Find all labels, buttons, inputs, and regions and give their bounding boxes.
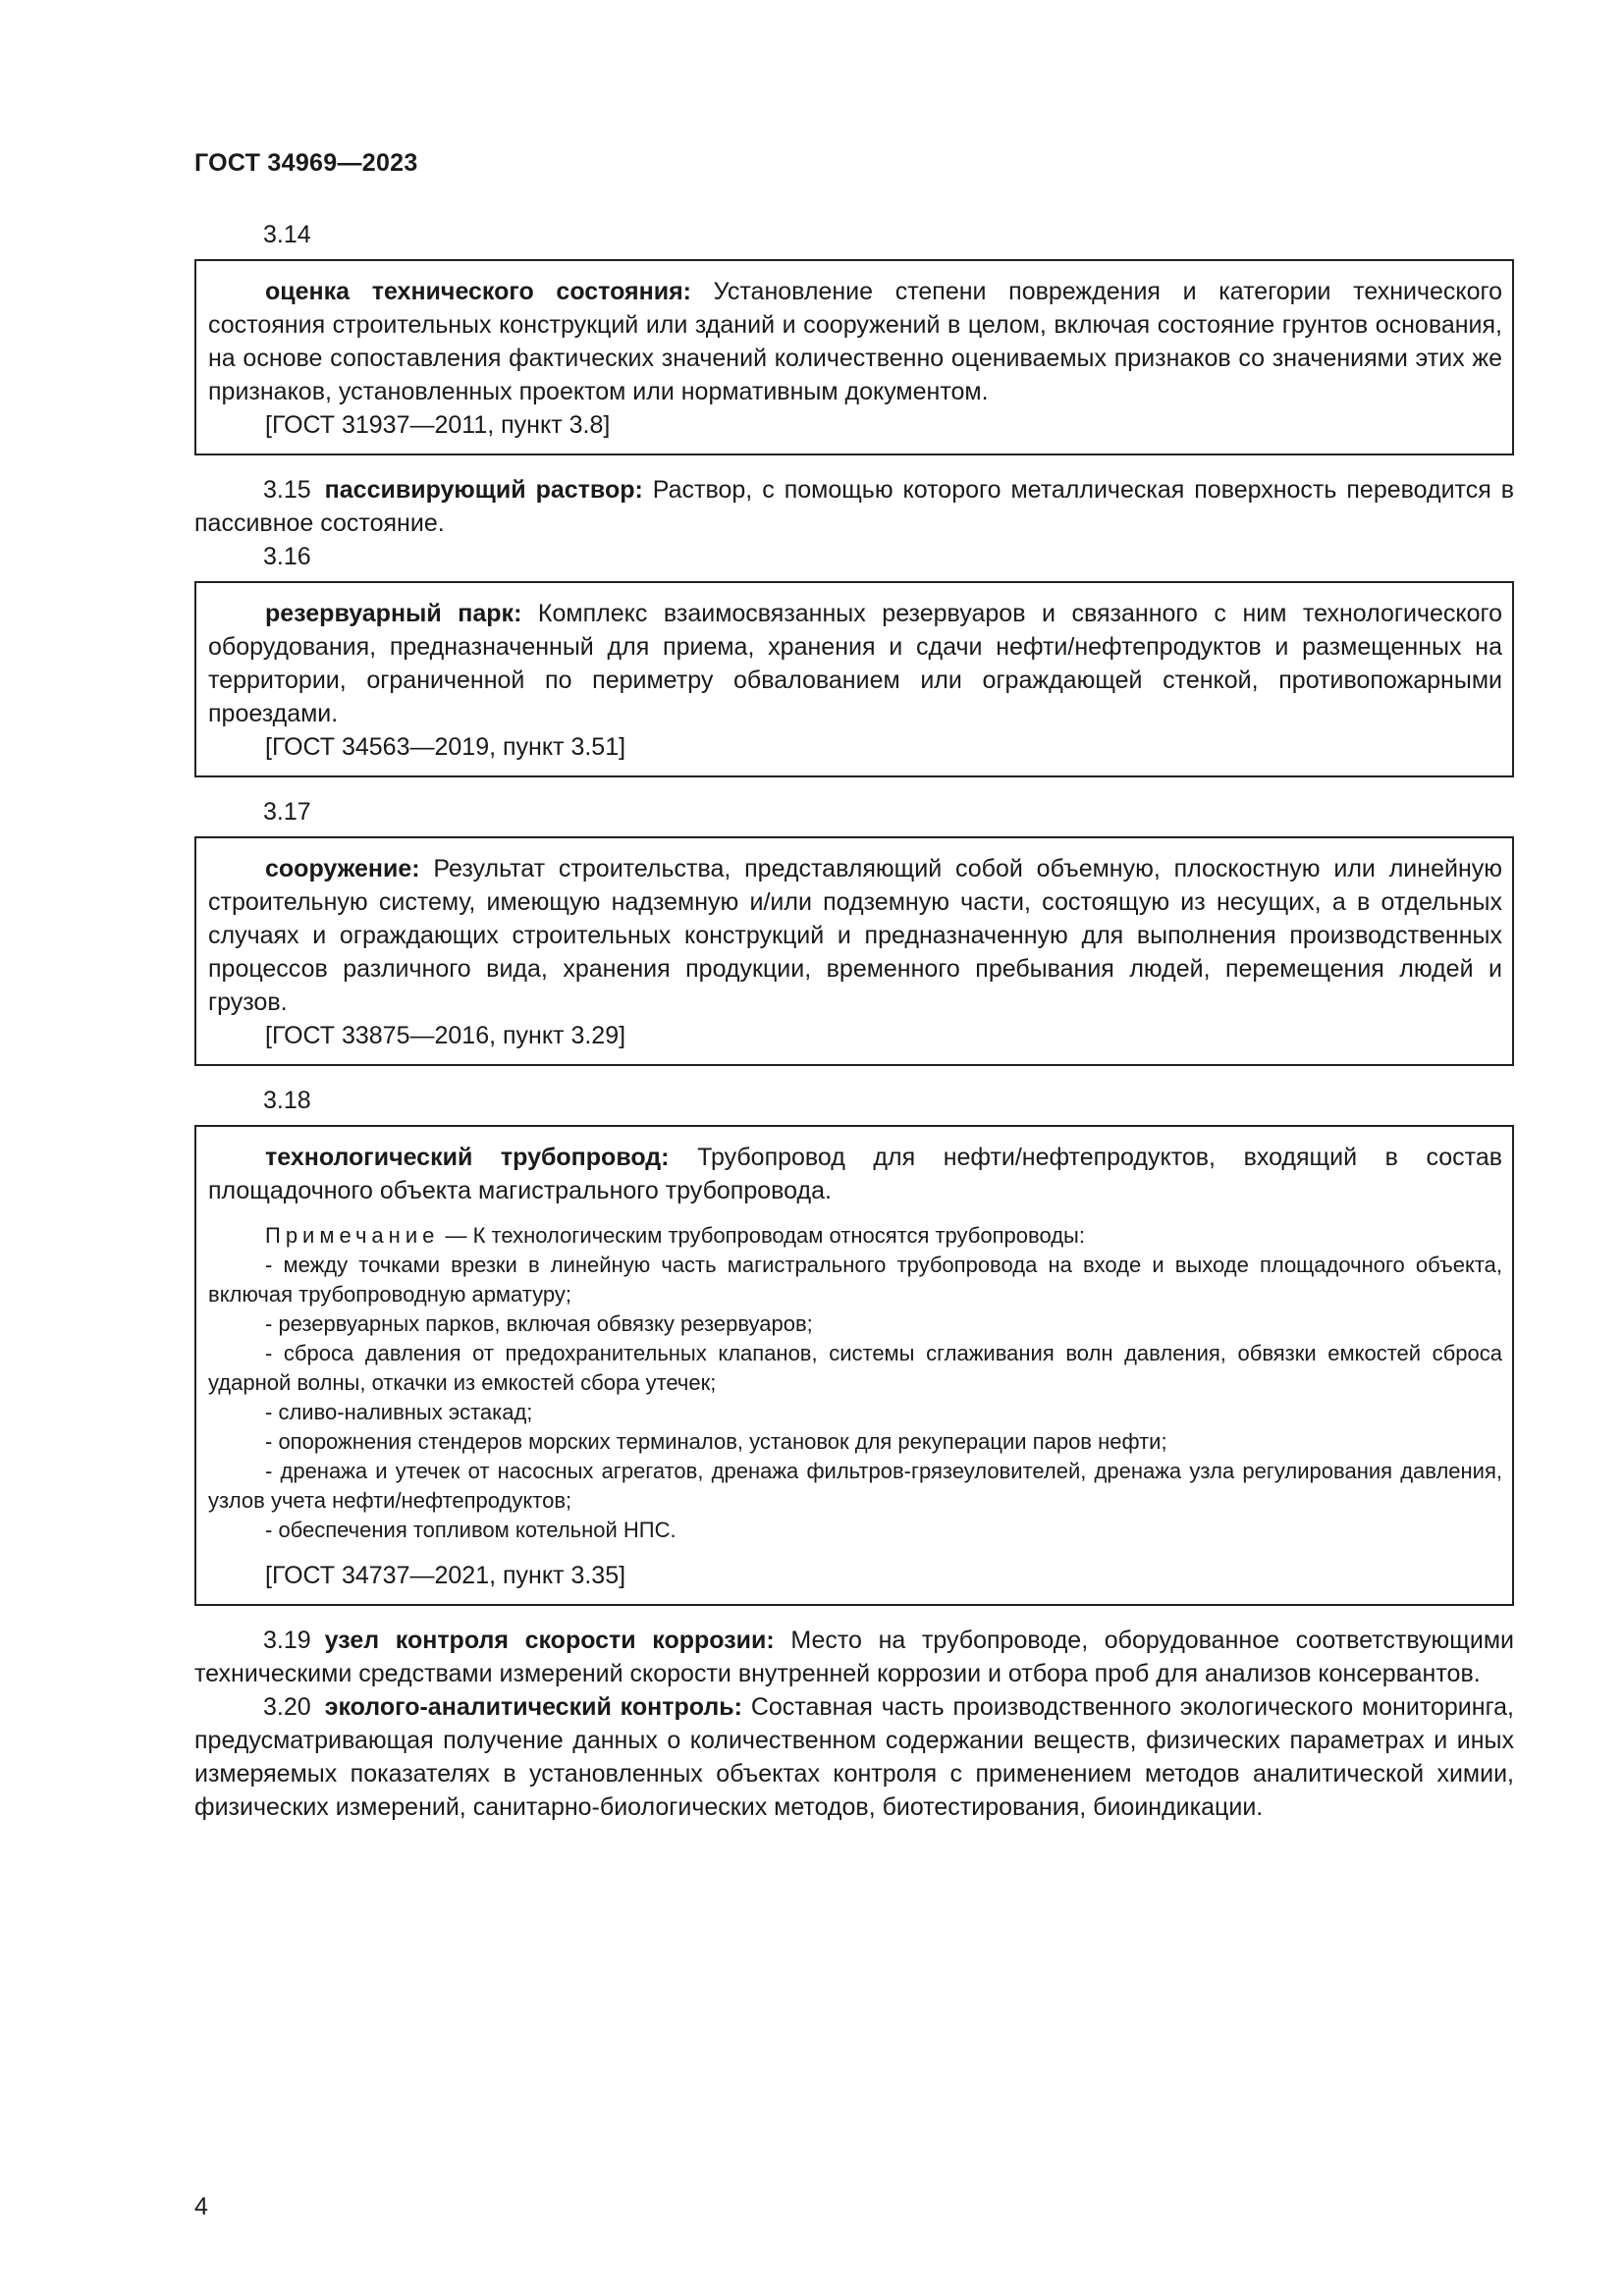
note-list-item: - между точками врезки в линейную часть магистрального трубопровода на входе и выходе площадочного объекта, включая трубопроводную арматуру; bbox=[208, 1253, 1502, 1307]
note-list-item: - дренажа и утечек от насосных агрегатов, дренажа фильтров-грязеуловителей, дренажа узла регулирования давления, узлов учета нефти/нефтепродуктов; bbox=[208, 1459, 1502, 1513]
term-box-3-16 bbox=[194, 581, 1514, 777]
term-name: пассивирующий раствор: bbox=[324, 476, 643, 504]
term-name: технологический трубопровод: bbox=[265, 1144, 670, 1171]
definition-text: Результат строительства, представляющий собой объемную, плоскостную или линейную строительную систему, имеющую надземную и/или подземную части, состоящую из несущих, а в отдельных случаях и ограждающих строительных конструкций и предназначенную для выполнения производственных процессов различного вида, хранения продукции, временного пребывания людей, перемещения людей и грузов. bbox=[208, 855, 1502, 1016]
term-paragraph-3-19 bbox=[194, 1624, 1514, 1690]
definition-text: Трубопровод для нефти/нефтепродуктов, входящий в состав площадочного объекта магистрального трубопровода. bbox=[208, 1144, 1503, 1204]
note-list-item: - сливо-наливных эстакад; bbox=[265, 1400, 533, 1424]
term-definition bbox=[208, 1141, 1502, 1207]
note-list-item: - резервуарных парков, включая обвязку резервуаров; bbox=[265, 1311, 813, 1336]
term-definition bbox=[208, 597, 1502, 730]
definition-text: Место на трубопроводе, оборудованное соответствующими техническими средствами измерений скорости внутренней коррозии и отбора проб для анализов консервантов. bbox=[194, 1627, 1514, 1687]
source-reference: [ГОСТ 31937—2011, пункт 3.8] bbox=[265, 411, 611, 439]
term-name: оценка технического состояния: bbox=[265, 278, 691, 305]
term-number: 3.20 bbox=[263, 1693, 311, 1721]
term-box-3-17 bbox=[194, 836, 1514, 1066]
term-definition bbox=[208, 852, 1502, 1019]
term-number: 3.17 bbox=[263, 798, 311, 826]
term-box-3-14 bbox=[194, 259, 1514, 455]
term-number: 3.16 bbox=[263, 543, 311, 570]
note-heading: Примечание bbox=[265, 1223, 440, 1248]
term-number: 3.14 bbox=[263, 221, 311, 248]
term-number: 3.15 bbox=[263, 476, 311, 504]
note-intro-text: — К технологическим трубопроводам относятся трубопроводы: bbox=[439, 1223, 1085, 1248]
page-number: 4 bbox=[194, 2193, 208, 2220]
term-box-3-18 bbox=[194, 1125, 1514, 1606]
term-name: сооружение: bbox=[265, 855, 420, 882]
definition-text: Установление степени повреждения и категории технического состояния строительных конструкций или зданий и сооружений в целом, включая состояние грунтов основания, на основе сопоставления фактических значений количественно оцениваемых признаков со значениями этих же признаков, установленных проектом или нормативным документом. bbox=[208, 278, 1502, 405]
document-body bbox=[194, 218, 1514, 1824]
source-reference: [ГОСТ 33875—2016, пункт 3.29] bbox=[265, 1022, 626, 1049]
document-header: ГОСТ 34969—2023 bbox=[194, 149, 418, 177]
note-list-item: - опорожнения стендеров морских терминалов, установок для рекуперации паров нефти; bbox=[265, 1429, 1167, 1454]
note-list-item: - сброса давления от предохранительных клапанов, системы сглаживания волн давления, обвязки емкостей сброса ударной волны, откачки из емкостей сбора утечек; bbox=[208, 1341, 1502, 1395]
term-name: узел контроля скорости коррозии: bbox=[324, 1627, 775, 1654]
definition-text: Составная часть производственного экологического мониторинга, предусматривающая получение данных о количественном содержании веществ, физических параметрах и иных измеряемых показателях в установленных объектах контроля с применением методов аналитической химии, физических измерений, санитарно-биологических методов, биотестирования, биоиндикации. bbox=[194, 1693, 1514, 1821]
definition-text: Комплекс взаимосвязанных резервуаров и связанного с ним технологического оборудования, предназначенный для приема, хранения и сдачи нефти/нефтепродуктов и размещенных на территории, ограниченной по периметру обвалованием или ограждающей стенкой, противопожарными проездами. bbox=[208, 600, 1502, 727]
term-name: резервуарный парк: bbox=[265, 600, 522, 627]
term-number: 3.19 bbox=[263, 1627, 311, 1654]
note-list-item: - обеспечения топливом котельной НПС. bbox=[265, 1518, 677, 1542]
definition-text: Раствор, с помощью которого металлическая поверхность переводится в пассивное состояние. bbox=[194, 476, 1515, 537]
term-paragraph-3-20 bbox=[194, 1690, 1514, 1824]
term-paragraph-3-15 bbox=[194, 473, 1514, 540]
term-name: эколого-аналитический контроль: bbox=[324, 1693, 742, 1721]
note-intro bbox=[208, 1221, 1502, 1251]
term-definition bbox=[208, 275, 1502, 408]
term-number: 3.18 bbox=[263, 1087, 311, 1114]
source-reference: [ГОСТ 34737—2021, пункт 3.35] bbox=[265, 1562, 626, 1589]
source-reference: [ГОСТ 34563—2019, пункт 3.51] bbox=[265, 733, 626, 761]
note-block bbox=[208, 1221, 1502, 1545]
